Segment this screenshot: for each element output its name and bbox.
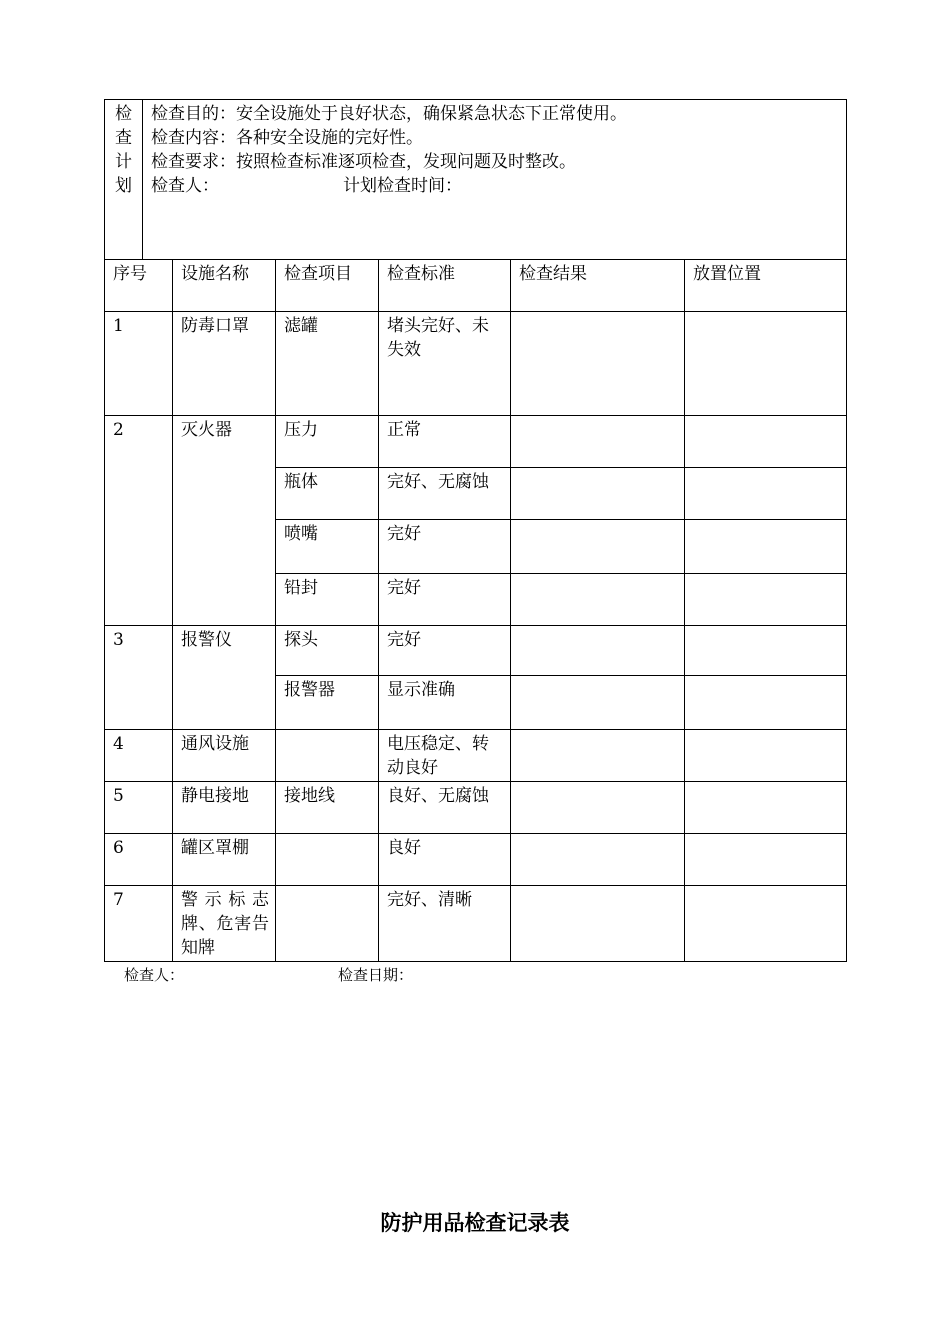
facility-name: 通风设施 <box>173 730 276 782</box>
plan-label-char: 计 <box>115 152 132 172</box>
plan-requirement: 检查要求：按照检查标准逐项检查，发现问题及时整改。 <box>151 152 576 172</box>
check-result-cell[interactable] <box>511 468 685 520</box>
plan-label-char: 查 <box>115 128 132 148</box>
location-cell[interactable] <box>685 834 847 886</box>
row-number: 2 <box>105 416 173 626</box>
check-result-cell[interactable] <box>511 520 685 574</box>
plan-signoff <box>151 174 838 198</box>
table-row <box>105 312 847 416</box>
check-standard: 完好 <box>379 520 511 574</box>
header-check-item: 检查项目 <box>276 260 379 312</box>
check-item: 瓶体 <box>276 468 379 520</box>
check-standard: 堵头完好、未失效 <box>379 312 511 416</box>
check-result-cell[interactable] <box>511 312 685 416</box>
check-item <box>276 886 379 962</box>
location-cell[interactable] <box>685 520 847 574</box>
location-cell[interactable] <box>685 468 847 520</box>
check-item: 铅封 <box>276 574 379 626</box>
row-number: 6 <box>105 834 173 886</box>
footer-inspector-label: 检查人： <box>124 966 185 984</box>
row-number: 4 <box>105 730 173 782</box>
check-standard: 完好 <box>379 626 511 676</box>
table-row <box>105 834 847 886</box>
location-cell[interactable] <box>685 886 847 962</box>
facility-name: 罐区罩棚 <box>173 834 276 886</box>
row-number: 7 <box>105 886 173 962</box>
check-result-cell[interactable] <box>511 782 685 834</box>
check-result-cell[interactable] <box>511 730 685 782</box>
check-standard: 良好、无腐蚀 <box>379 782 511 834</box>
plan-inspector-label: 检查人： <box>151 176 219 196</box>
location-cell[interactable] <box>685 676 847 730</box>
check-item: 报警器 <box>276 676 379 730</box>
row-number: 5 <box>105 782 173 834</box>
plan-row <box>105 100 847 260</box>
plan-purpose: 检查目的：安全设施处于良好状态，确保紧急状态下正常使用。 <box>151 104 627 124</box>
check-result-cell[interactable] <box>511 886 685 962</box>
signature-footer <box>124 965 413 985</box>
location-cell[interactable] <box>685 312 847 416</box>
check-result-cell[interactable] <box>511 416 685 468</box>
check-standard: 电压稳定、转动良好 <box>379 730 511 782</box>
document-title: 防护用品检查记录表 <box>380 1210 570 1235</box>
check-item: 接地线 <box>276 782 379 834</box>
header-check-standard: 检查标准 <box>379 260 511 312</box>
check-standard: 完好 <box>379 574 511 626</box>
row-number: 1 <box>105 312 173 416</box>
check-result-cell[interactable] <box>511 574 685 626</box>
facility-name: 报警仪 <box>173 626 276 730</box>
table-row <box>105 886 847 962</box>
plan-time-label: 计划检查时间： <box>343 176 462 196</box>
facility-name: 防毒口罩 <box>173 312 276 416</box>
check-standard: 完好、无腐蚀 <box>379 468 511 520</box>
header-no: 序号 <box>105 260 173 312</box>
check-standard: 正常 <box>379 416 511 468</box>
location-cell[interactable] <box>685 626 847 676</box>
table-row <box>105 416 847 468</box>
plan-label <box>105 100 143 260</box>
table-row <box>105 626 847 676</box>
facility-name: 静电接地 <box>173 782 276 834</box>
location-cell[interactable] <box>685 730 847 782</box>
facility-name: 灭火器 <box>173 416 276 626</box>
check-item: 压力 <box>276 416 379 468</box>
footer-date-label: 检查日期： <box>338 966 414 984</box>
header-row <box>105 260 847 312</box>
facility-inspection-table <box>104 99 847 962</box>
check-result-cell[interactable] <box>511 676 685 730</box>
table-row <box>105 730 847 782</box>
check-standard: 完好、清晰 <box>379 886 511 962</box>
check-standard: 显示准确 <box>379 676 511 730</box>
facility-name: 警示标志牌、危害告知牌 <box>173 886 276 962</box>
location-cell[interactable] <box>685 416 847 468</box>
location-cell[interactable] <box>685 574 847 626</box>
plan-content: 检查内容：各种安全设施的完好性。 <box>151 128 423 148</box>
row-number: 3 <box>105 626 173 730</box>
plan-details <box>143 100 847 260</box>
check-item <box>276 834 379 886</box>
check-standard: 良好 <box>379 834 511 886</box>
header-facility-name: 设施名称 <box>173 260 276 312</box>
check-item: 探头 <box>276 626 379 676</box>
plan-label-char: 检 <box>115 104 132 124</box>
plan-label-char: 划 <box>115 176 132 196</box>
check-result-cell[interactable] <box>511 626 685 676</box>
table-row <box>105 782 847 834</box>
check-result-cell[interactable] <box>511 834 685 886</box>
check-item: 喷嘴 <box>276 520 379 574</box>
header-location: 放置位置 <box>685 260 847 312</box>
check-item <box>276 730 379 782</box>
location-cell[interactable] <box>685 782 847 834</box>
check-item: 滤罐 <box>276 312 379 416</box>
header-check-result: 检查结果 <box>511 260 685 312</box>
